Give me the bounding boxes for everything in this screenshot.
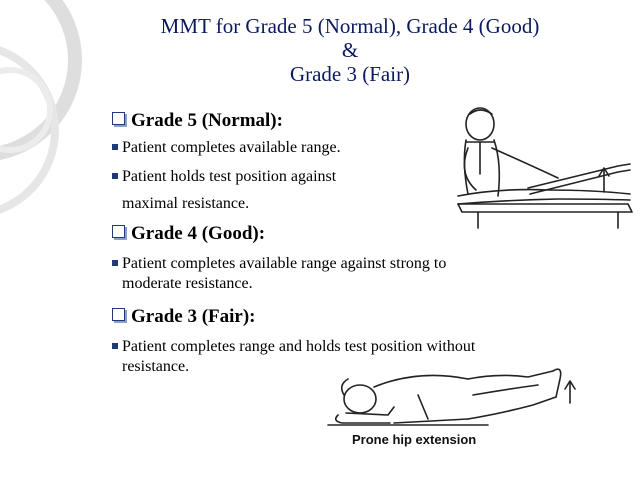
square-bullet-icon: [112, 173, 118, 179]
arm-resistance-illustration: [418, 104, 636, 229]
image-caption: Prone hip extension: [352, 432, 477, 447]
heading-grade-5: Grade 5 (Normal):: [112, 110, 283, 132]
title-line-3: Grade 3 (Fair): [289, 62, 411, 86]
square-bullet-icon: [112, 260, 118, 266]
title-line-2: &: [341, 38, 359, 62]
bullet-grade-4-1: Patient completes available range against strong to moderate resistance.: [112, 254, 446, 294]
slide-title: [110, 14, 590, 86]
bullet-grade-5-1: Patient completes available range.: [112, 138, 341, 158]
decorative-rings: [0, 0, 110, 479]
checkbox-square-icon: [112, 225, 125, 238]
square-bullet-icon: [112, 343, 118, 349]
checkbox-square-icon: [112, 308, 125, 321]
bullet-grade-3-1: Patient completes range and holds test position without resistance.: [112, 337, 475, 377]
bullet-grade-5-continuation: maximal resistance.: [122, 195, 250, 212]
title-line-1: MMT for Grade 5 (Normal), Grade 4 (Good): [160, 14, 540, 38]
heading-grade-3: Grade 3 (Fair):: [112, 306, 256, 328]
heading-grade-4: Grade 4 (Good):: [112, 223, 265, 245]
square-bullet-icon: [112, 144, 118, 150]
bullet-grade-5-2: Patient holds test position against: [112, 167, 336, 187]
checkbox-square-icon: [112, 112, 125, 125]
